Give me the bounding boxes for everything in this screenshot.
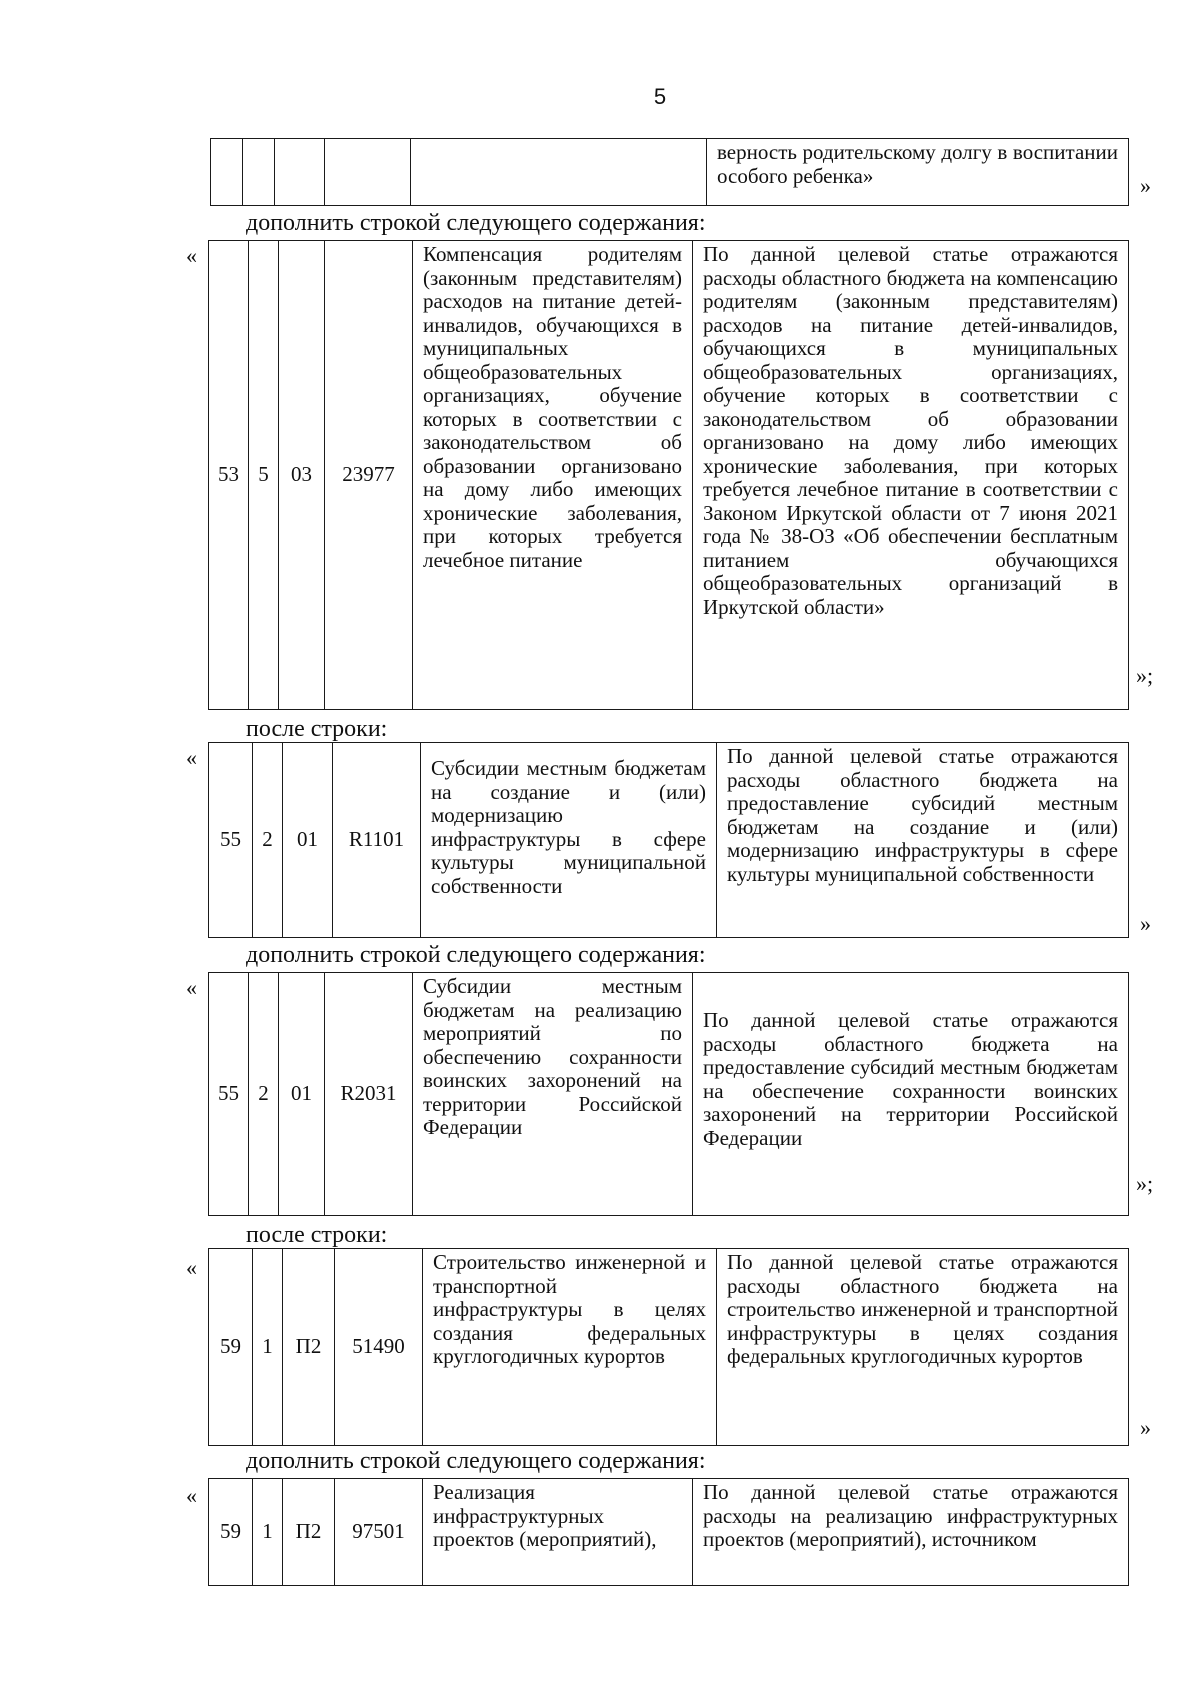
description-cell: По данной целевой статье отражаются расходы областного бюджета на предоставление субсидий местным бюджетам на создание и (или) модернизацию инфраструктуры в сфере культуры муниципальной собственности bbox=[717, 743, 1129, 938]
code-cell bbox=[275, 139, 325, 206]
code-cell: 01 bbox=[283, 743, 333, 938]
table-row bbox=[211, 139, 1129, 206]
opening-quote: « bbox=[186, 1483, 197, 1508]
table-row bbox=[209, 241, 1129, 710]
code-cell: П2 bbox=[283, 1479, 335, 1586]
name-cell: Субсидии местным бюджетам на реализацию мероприятий по обеспечению сохранности воинских захоронений на территории Российской Федерации bbox=[413, 973, 693, 1216]
code-cell: 55 bbox=[209, 743, 253, 938]
code-cell: 01 bbox=[279, 973, 325, 1216]
code-cell: 53 bbox=[209, 241, 249, 710]
code-cell: 2 bbox=[249, 973, 279, 1216]
description-cell: верность родительскому долгу в воспитании особого ребенка» bbox=[707, 139, 1129, 206]
opening-quote: « bbox=[186, 745, 197, 770]
description-cell: По данной целевой статье отражаются расходы областного бюджета на компенсацию родителям (законным представителям) расходов на питание детей-инвалидов, обучающихся в муниципальных общеобразовательных организациях, обучение которых в соответствии с законодательством об образовании организовано на дому либо имеющих хронические заболевания, при которых требуется лечебное питание в соответствии с Законом Иркутской области от 7 июня 2021 года № 38-ОЗ «Об обеспечении бесплатным питанием обучающихся общеобразовательных организаций в Иркутской области» bbox=[693, 241, 1129, 710]
code-cell: 23977 bbox=[325, 241, 413, 710]
opening-quote: « bbox=[186, 1255, 197, 1280]
name-cell bbox=[411, 139, 707, 206]
page-number: 5 bbox=[653, 84, 667, 109]
code-cell: R1101 bbox=[333, 743, 421, 938]
budget-table-row-97501 bbox=[208, 1478, 1129, 1586]
instruction-after-row: после строки: bbox=[246, 1222, 388, 1248]
table-row bbox=[209, 743, 1129, 938]
code-cell: 1 bbox=[253, 1479, 283, 1586]
code-cell: 59 bbox=[209, 1249, 253, 1446]
code-cell: 51490 bbox=[335, 1249, 423, 1446]
budget-table-row-51490 bbox=[208, 1248, 1129, 1446]
name-cell: Субсидии местным бюджетам на создание и (или) модернизацию инфраструктуры в сфере культуры муниципальной собственности bbox=[421, 743, 717, 938]
name-cell: Строительство инженерной и транспортной инфраструктуры в целях создания федеральных круглогодичных курортов bbox=[423, 1249, 717, 1446]
budget-table-row-23977 bbox=[208, 240, 1129, 710]
description-cell: По данной целевой статье отражаются расходы на реализацию инфраструктурных проектов (мероприятий), источником bbox=[693, 1479, 1129, 1586]
code-cell: 55 bbox=[209, 973, 249, 1216]
name-cell: Компенсация родителям (законным представителям) расходов на питание детей-инвалидов, обучающихся в муниципальных общеобразовательных организациях, обучение которых в соответствии с законодательством об образовании организовано на дому либо имеющих хронические заболевания, при которых требуется лечебное питание bbox=[413, 241, 693, 710]
opening-quote: « bbox=[186, 243, 197, 268]
code-cell bbox=[325, 139, 411, 206]
code-cell: 5 bbox=[249, 241, 279, 710]
budget-table-row-R1101 bbox=[208, 742, 1129, 938]
budget-table-row-R2031 bbox=[208, 972, 1129, 1216]
code-cell: 97501 bbox=[335, 1479, 423, 1586]
table-row bbox=[209, 1479, 1129, 1586]
instruction-after-row: после строки: bbox=[246, 716, 388, 742]
closing-quote: » bbox=[1140, 1415, 1151, 1440]
code-cell: 1 bbox=[253, 1249, 283, 1446]
code-cell: 2 bbox=[253, 743, 283, 938]
description-cell: По данной целевой статье отражаются расходы областного бюджета на предоставление субсидий местным бюджетам на обеспечение сохранности воинских захоронений на территории Российской Федерации bbox=[693, 973, 1129, 1216]
instruction-add-row: дополнить строкой следующего содержания: bbox=[246, 1448, 706, 1474]
table-row bbox=[209, 973, 1129, 1216]
closing-quote: » bbox=[1140, 173, 1151, 198]
code-cell bbox=[243, 139, 275, 206]
closing-quote: » bbox=[1140, 911, 1151, 936]
closing-quote: »; bbox=[1136, 1171, 1154, 1196]
description-cell: По данной целевой статье отражаются расходы областного бюджета на строительство инженерной и транспортной инфраструктуры в целях создания федеральных круглогодичных курортов bbox=[717, 1249, 1129, 1446]
code-cell: R2031 bbox=[325, 973, 413, 1216]
code-cell: 03 bbox=[279, 241, 325, 710]
code-cell: П2 bbox=[283, 1249, 335, 1446]
name-cell: Реализация инфраструктурных проектов (мероприятий), bbox=[423, 1479, 693, 1586]
code-cell bbox=[211, 139, 243, 206]
closing-quote: »; bbox=[1136, 663, 1154, 688]
instruction-add-row: дополнить строкой следующего содержания: bbox=[246, 210, 706, 236]
table-row bbox=[209, 1249, 1129, 1446]
opening-quote: « bbox=[186, 975, 197, 1000]
code-cell: 59 bbox=[209, 1479, 253, 1586]
instruction-add-row: дополнить строкой следующего содержания: bbox=[246, 942, 706, 968]
budget-table-continuation bbox=[210, 138, 1129, 206]
